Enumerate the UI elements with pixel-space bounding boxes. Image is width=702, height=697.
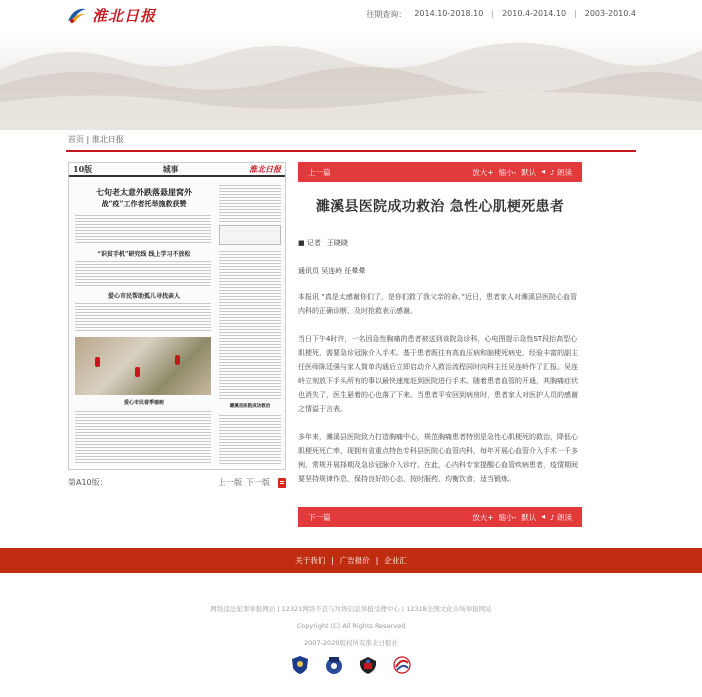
play-triangle-icon: ◀ xyxy=(541,514,546,520)
photo-figure xyxy=(95,357,100,367)
read-label: 朗读 xyxy=(557,167,572,177)
byline-role: ■ 记者 xyxy=(298,239,321,247)
speaker-icon: ♪ xyxy=(550,513,555,522)
top-bar xyxy=(0,0,702,30)
newspaper-page-image[interactable] xyxy=(68,162,286,470)
period-link-2[interactable]: 2010.4-2014.10 xyxy=(502,9,567,18)
period-sep: | xyxy=(574,9,577,18)
article-toolbar xyxy=(298,162,582,182)
pdf-icon[interactable] xyxy=(278,478,286,488)
paper-box xyxy=(219,225,281,245)
text-column xyxy=(75,301,211,333)
default-label: 默认 xyxy=(521,512,537,522)
byline-name: 王晓晓 xyxy=(326,239,348,247)
period-query xyxy=(366,9,636,20)
breadcrumb xyxy=(68,134,124,145)
report-center-icon[interactable] xyxy=(392,655,412,675)
ink-landscape-banner xyxy=(0,30,702,130)
paragraph: 多年来，濉溪县医院致力打造胸痛中心，规范胸痛患者特别是急性心肌梗死的救治，降低心肌梗死死亡率，现拥有省重点特色专科县医院心血管内科，每年开展心血管介入手术一千多例，常规开展择期及急诊冠脉介入诊疗。在此，心内科专家提醒心血管疾病患者，疫情期间要坚持规律作息，保持良好的心态，按时服药，均衡饮食，适当锻炼。 xyxy=(298,433,578,483)
rights: 2007-2020版权所有淮北日报社 xyxy=(304,639,398,647)
read-aloud-button[interactable] xyxy=(550,167,572,178)
paper-headline-2: 战“疫”工作者托举施救获赞 xyxy=(101,199,187,208)
paper-headline-4: 爱心市民帮助孤儿寻找亲人 xyxy=(107,293,180,300)
period-link-1[interactable]: 2014.10-2018.10 xyxy=(414,9,484,18)
breadcrumb-home[interactable]: 首页 xyxy=(68,135,84,144)
paragraph: 本报讯 “真是太感谢你们了，是你们救了我父亲的命。”近日，患者家人对濉溪县医院心血管内科的正确诊断、及时抢救表示感谢。 xyxy=(298,293,577,315)
text-column xyxy=(219,183,281,223)
zoom-out-button[interactable]: 缩小- xyxy=(498,167,517,177)
read-aloud-button[interactable] xyxy=(550,512,572,523)
report-link-3[interactable]: 12318全国文化市场举报网站 xyxy=(406,605,492,613)
paper-caption: 爱心市民春季植树 xyxy=(123,400,164,406)
default-size-button[interactable] xyxy=(521,167,536,178)
breadcrumb-current[interactable]: 淮北日报 xyxy=(91,135,124,144)
byline xyxy=(298,238,582,248)
badge-row xyxy=(0,655,702,675)
next-article-link[interactable]: 下一篇 xyxy=(308,512,331,522)
paragraph: 当日下午4时许，一名因急性胸痛的患者被送到该院急诊科，心电图提示急性ST段抬高型心肌梗死，需要急诊冠脉介入手术。基于患者既往有高血压病和脑梗死病史，经验丰富的副主任医师陈廷强与家人简单沟通后立即启动介入救治流程同时向科主任吴连岭作了汇报。吴连岭立刻放下手头所有的事以最快速度赶到医院进行手术。随着患者血管的开通，其胸痛症状也消失了，医生悬着的心也落了下来。当患者平安回到病房时，患者家人对医护人员的感谢之情溢于言表。 xyxy=(298,335,578,413)
footer-link-business[interactable]: 企业汇 xyxy=(384,556,407,565)
paper-header xyxy=(69,163,285,177)
cyber-police-icon[interactable] xyxy=(324,655,344,675)
prev-page-link[interactable]: 上一版 xyxy=(218,478,242,487)
footer-link-ads[interactable]: 广告报价 xyxy=(339,556,370,565)
text-column xyxy=(75,213,211,243)
prev-article-link[interactable]: 上一篇 xyxy=(308,167,331,177)
paper-photo xyxy=(75,337,211,395)
period-label: 往期查询： xyxy=(366,10,407,19)
paper-side-title: 濉溪县医院成功救治 xyxy=(229,404,271,409)
footer-bar xyxy=(0,548,702,573)
text-column xyxy=(219,249,281,399)
text-column xyxy=(75,409,211,465)
report-links xyxy=(0,604,702,613)
text-column xyxy=(219,413,281,465)
logo-icon xyxy=(66,5,88,25)
next-page-link[interactable]: 下一版 xyxy=(246,478,270,487)
police-badge-icon[interactable] xyxy=(290,655,310,675)
footer-sep: | xyxy=(375,556,379,565)
breadcrumb-sep: | xyxy=(86,135,90,144)
period-link-3[interactable]: 2003-2010.4 xyxy=(584,9,636,18)
read-label: 朗读 xyxy=(557,512,572,522)
article xyxy=(298,162,582,500)
speaker-icon: ♪ xyxy=(550,168,555,177)
report-sep: | xyxy=(277,605,280,613)
article-title: 濉溪县医院成功救治 急性心肌梗死患者 xyxy=(315,199,565,215)
article-toolbar-bottom xyxy=(298,507,582,527)
zoom-in-button[interactable]: 放大+ xyxy=(472,512,494,522)
text-column xyxy=(75,259,211,287)
zoom-out-button[interactable]: 缩小- xyxy=(498,512,517,522)
photo-figure xyxy=(135,367,140,377)
zoom-in-button[interactable]: 放大+ xyxy=(472,167,494,177)
paper-headline-1: 七旬老太意外跌落悬崖窝外 xyxy=(96,187,192,197)
correspondents: 通讯员 吴连岭 任晕晕 xyxy=(298,267,366,275)
page-label: 第A10版： xyxy=(68,478,108,487)
play-triangle-icon: ◀ xyxy=(541,169,546,175)
footer-sep: | xyxy=(331,556,334,565)
article-body xyxy=(298,290,582,486)
logo-text: 淮北日报 xyxy=(92,6,157,25)
default-label: 默认 xyxy=(521,167,537,177)
default-size-button[interactable] xyxy=(521,512,536,523)
report-link-2[interactable]: 12321网络不良与垃圾信息举报受理中心 xyxy=(281,605,400,613)
photo-figure xyxy=(175,355,180,365)
report-link-1[interactable]: 网络违法犯罪举报网站 xyxy=(210,605,276,613)
copyright: Copyright (C) All Rights Reserved xyxy=(296,622,406,630)
report-sep: | xyxy=(401,605,405,613)
section-name: 城事 xyxy=(162,163,179,174)
shield-icon[interactable] xyxy=(358,655,378,675)
footer-link-about[interactable]: 关于我们 xyxy=(295,556,326,565)
paper-headline-3: “识贫手机”研究线 线上学习不放松 xyxy=(97,251,191,258)
page-number: 10版 xyxy=(73,163,93,174)
paper-brand: 淮北日报 xyxy=(248,163,281,174)
period-sep: | xyxy=(491,9,495,18)
divider-line xyxy=(66,150,636,152)
paper-footer xyxy=(68,477,286,488)
site-logo[interactable] xyxy=(66,3,156,27)
